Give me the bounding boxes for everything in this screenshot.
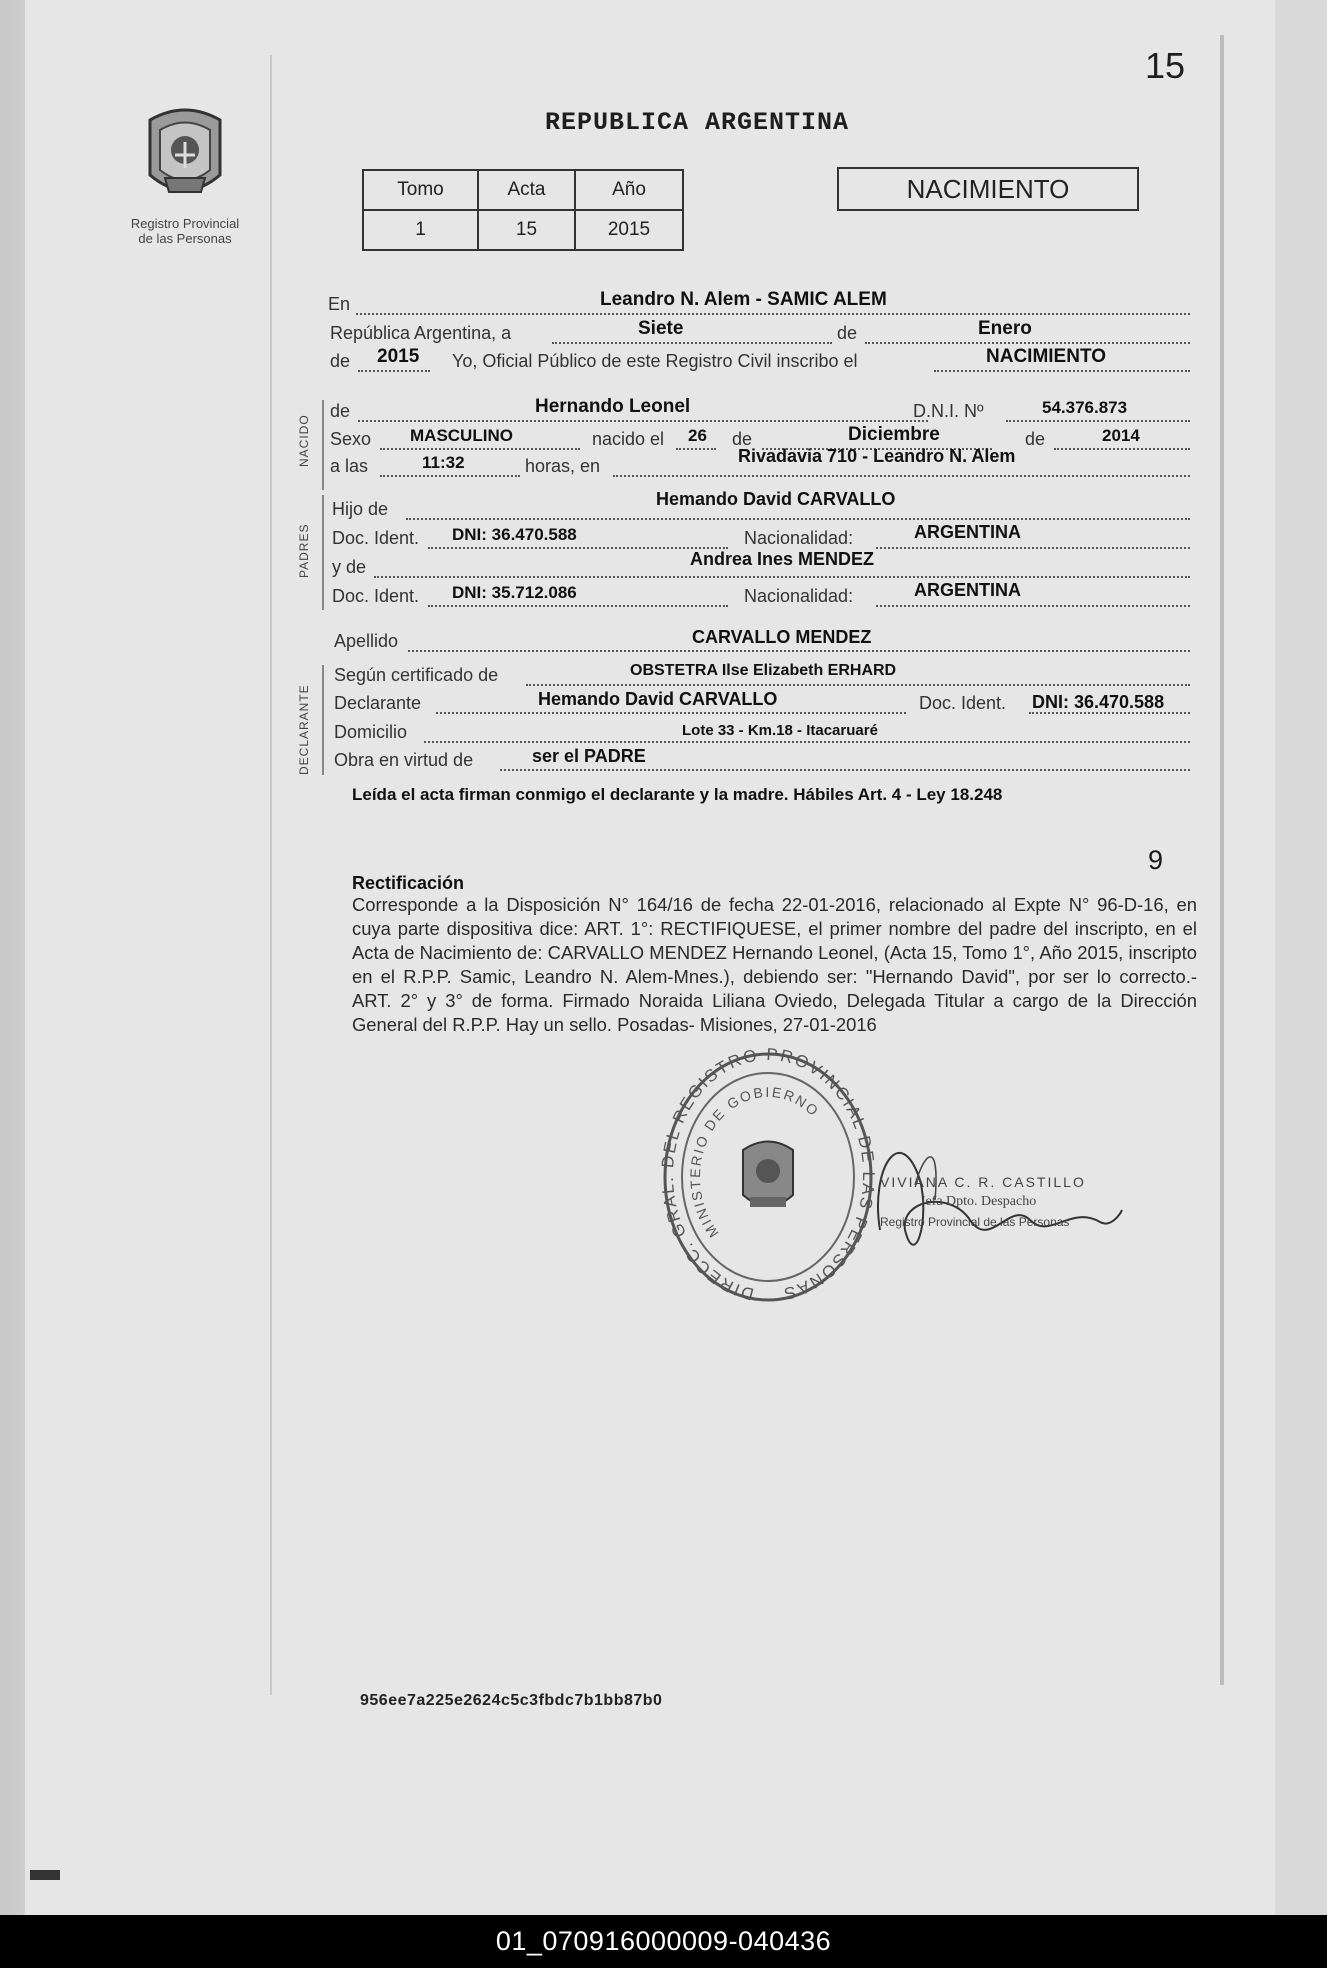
label-name-de: de: [330, 401, 351, 421]
value-birth-year: 2014: [1102, 426, 1140, 445]
label-sexo: Sexo: [330, 429, 372, 449]
stamp-outer-text: DIRECC. GRAL. DEL REGISTRO PROVINCIAL DE LAS PERSONAS: [658, 1045, 878, 1304]
value-tomo: 1: [363, 210, 478, 250]
label-apellido: Apellido: [334, 631, 399, 651]
row-en: [328, 289, 1190, 319]
label-republica: República Argentina, a: [330, 323, 512, 343]
registry-table-values: [363, 210, 683, 250]
signatory-org: Registro Provincial de las Personas: [880, 1215, 1070, 1229]
side-label-padres: PADRES: [297, 523, 311, 578]
label-mother-doc: Doc. Ident.: [332, 586, 420, 606]
row-time-place: [330, 446, 1190, 481]
value-dni: 54.376.873: [1042, 398, 1128, 417]
row-declarante: [334, 689, 1190, 718]
page-number: 15: [1145, 45, 1186, 86]
value-father-nat: ARGENTINA: [914, 522, 1021, 542]
label-certificado: Según certificado de: [334, 665, 499, 685]
label-mother-nat: Nacionalidad:: [744, 586, 854, 606]
row-oficial: [330, 346, 1190, 376]
logo-caption-line2: de las Personas: [138, 231, 232, 246]
signatory-role: Jefa Dpto. Despacho: [920, 1194, 1037, 1209]
value-obra: ser el PADRE: [532, 746, 646, 766]
registry-table-header: [363, 170, 683, 210]
value-month: Enero: [978, 318, 1032, 339]
label-dni: D.N.I. Nº: [913, 401, 984, 421]
side-label-declarante: DECLARANTE: [297, 684, 311, 775]
province-emblem-icon: [135, 100, 235, 210]
label-father-nat: Nacionalidad:: [744, 528, 854, 548]
value-day: Siete: [638, 318, 684, 339]
header-acta: Acta: [478, 170, 575, 210]
value-domicilio: Lote 33 - Km.18 - Itacaruaré: [682, 722, 878, 739]
label-yde: y de: [332, 557, 367, 577]
value-sexo: MASCULINO: [410, 426, 513, 445]
closing-statement: Leída el acta firman conmigo el declarante y la madre. Hábiles Art. 4 - Ley 18.248: [352, 785, 1003, 804]
record-type-box: NACIMIENTO: [837, 167, 1139, 211]
margin-line: [270, 55, 272, 1695]
value-anio: 2015: [575, 210, 683, 250]
label-en: En: [328, 294, 351, 314]
signatory-block: [880, 1172, 1086, 1232]
value-mother: Andrea Ines MENDEZ: [690, 549, 875, 569]
value-birth-day: 26: [688, 426, 707, 445]
value-name: Hernando Leonel: [535, 396, 691, 417]
stamp-inner-text: MINISTERIO DE GOBIERNO: [686, 1083, 823, 1241]
value-inscribo: NACIMIENTO: [986, 346, 1106, 367]
row-name: [330, 396, 1190, 426]
annotation-number: 9: [1148, 845, 1164, 875]
footer-id: 01_070916000009-040436: [0, 1915, 1327, 1968]
row-domicilio: [334, 721, 1190, 747]
label-obra: Obra en virtud de: [334, 750, 474, 770]
label-declarante: Declarante: [334, 693, 422, 713]
label-nacido: nacido el: [592, 429, 665, 449]
document-hash: 956ee7a225e2624c5c3fbdc7b1bb87b0: [360, 1692, 663, 1709]
value-time: 11:32: [422, 453, 465, 472]
label-horas: horas, en: [525, 456, 601, 476]
official-stamp: [658, 1045, 878, 1310]
value-apellido: CARVALLO MENDEZ: [692, 627, 872, 647]
value-mother-nat: ARGENTINA: [914, 580, 1021, 600]
rectificacion-body: Corresponde a la Disposición N° 164/16 de fecha 22-01-2016, relacionado al Expte N° 96-D-16, en cuya parte dispositiva dice: ART. 1°: RECTIFIQUESE, el primer nombre del padre del inscripto, en el Acta de Nacimiento de: CARVALLO MENDEZ Hernando Leonel, (Acta 15, Tomo 1°, Año 2015, inscripto en el R.P.P. Samic, Leandro N. Alem-Mnes.), debiendo ser: "Hernando David", por ser lo correcto.- ART. 2° y 3° de forma. Firmado Noraida Liliana Oviedo, Delegada Titular a cargo de la Dirección General del R.P.P. Hay un sello. Posadas- Misiones, 27-01-2016: [352, 894, 1197, 1035]
label-de: de: [837, 323, 858, 343]
signatory-name: VIVIANA C. R. CASTILLO: [880, 1174, 1086, 1190]
header-anio: Año: [575, 170, 683, 210]
label-de2: de: [732, 429, 753, 449]
rectificacion-title: Rectificación: [352, 873, 465, 893]
value-certificado: OBSTETRA Ilse Elizabeth ERHARD: [630, 662, 897, 679]
logo-caption-line1: Registro Provincial: [130, 216, 240, 231]
scan-mark: [30, 1870, 60, 1880]
side-label-nacido: NACIDO: [297, 414, 311, 467]
registry-table: [362, 169, 684, 251]
value-year: 2015: [377, 346, 420, 367]
row-apellido: [334, 627, 1190, 656]
row-mother: [332, 549, 1190, 582]
label-oficial: Yo, Oficial Público de este Registro Civil inscribo el: [452, 351, 858, 371]
label-declarante-doc: Doc. Ident.: [919, 693, 1007, 713]
document-title: REPUBLICA ARGENTINA: [545, 108, 850, 137]
row-republica: [330, 318, 1190, 348]
value-father: Hemando David CARVALLO: [656, 489, 896, 509]
row-mother-doc: [332, 580, 1190, 611]
row-father: [332, 489, 1190, 524]
label-de3: de: [1025, 429, 1046, 449]
value-father-doc: DNI: 36.470.588: [452, 525, 577, 544]
row-certificado: [334, 664, 1190, 690]
value-en: Leandro N. Alem - SAMIC ALEM: [600, 289, 887, 310]
value-declarante-doc: DNI: 36.470.588: [1032, 692, 1165, 712]
row-obra: [334, 746, 1190, 775]
stamp-emblem-icon: [743, 1142, 793, 1208]
label-domicilio: Domicilio: [334, 722, 408, 742]
value-place: Rivadavia 710 - Leandro N. Alem: [738, 446, 1016, 466]
label-year-de: de: [330, 351, 351, 371]
registry-logo: [130, 100, 240, 246]
value-acta: 15: [478, 210, 575, 250]
label-hijo: Hijo de: [332, 499, 389, 519]
label-father-doc: Doc. Ident.: [332, 528, 420, 548]
value-declarante: Hemando David CARVALLO: [538, 689, 778, 709]
sheet-edge: [1220, 35, 1224, 1685]
value-mother-doc: DNI: 35.712.086: [452, 583, 577, 602]
label-alas: a las: [330, 456, 369, 476]
header-tomo: Tomo: [363, 170, 478, 210]
value-birth-month: Diciembre: [848, 424, 940, 445]
